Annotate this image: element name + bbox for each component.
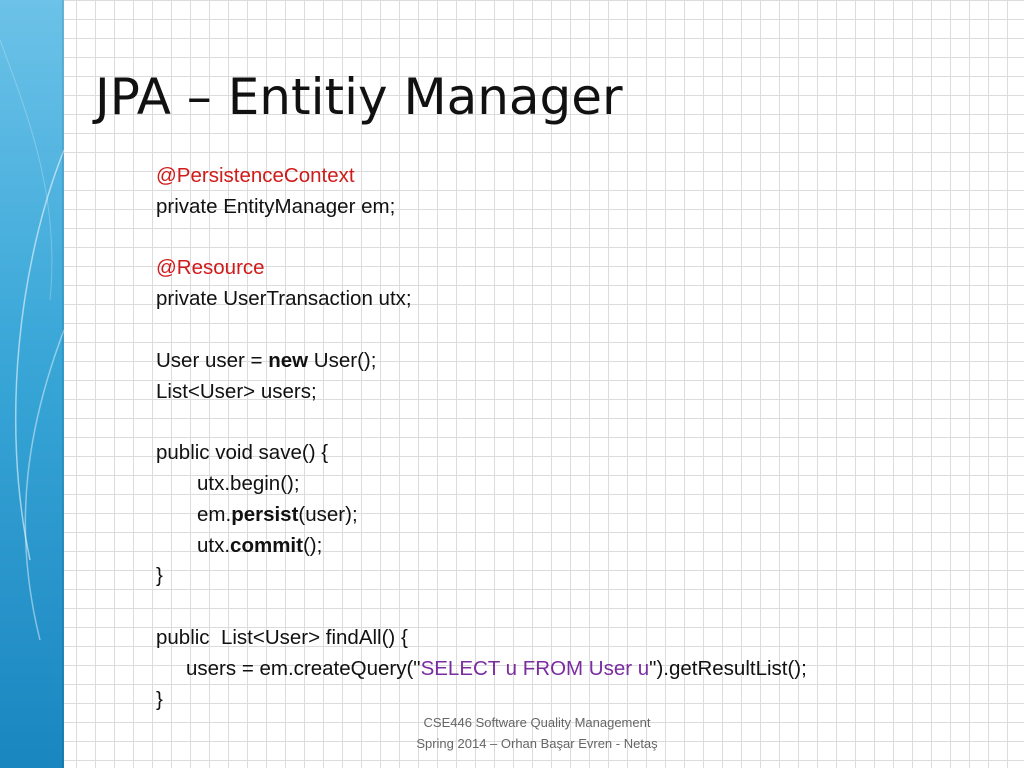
- code-sql-string: SELECT u FROM User u: [420, 656, 650, 680]
- code-text: (user);: [298, 502, 358, 526]
- sidebar-shadow: [62, 0, 64, 768]
- code-line-16: public List<User> findAll() {: [156, 625, 408, 649]
- code-line-17: [156, 654, 996, 685]
- code-text: User();: [308, 348, 377, 372]
- code-line-12: [156, 500, 996, 531]
- code-text: users = em.createQuery(": [186, 656, 421, 680]
- code-line-blank: [156, 315, 996, 346]
- code-line-11: utx.begin();: [197, 471, 300, 495]
- code-text: utx.: [197, 533, 231, 557]
- code-line-14: }: [156, 564, 163, 588]
- code-keyword: new: [268, 348, 309, 372]
- code-keyword: commit: [230, 533, 303, 557]
- footer-author: Spring 2014 – Orhan Başar Evren - Netaş: [416, 736, 658, 751]
- code-keyword: persist: [231, 502, 299, 526]
- left-decorative-bar: [0, 0, 64, 768]
- code-line-blank: [156, 592, 996, 623]
- code-line-4: @Resource: [156, 256, 265, 280]
- code-line-blank: [156, 223, 996, 254]
- code-line-7: [156, 346, 996, 377]
- code-line-blank: [156, 407, 996, 438]
- code-text: ();: [302, 533, 323, 557]
- code-text: ").getResultList();: [649, 656, 807, 680]
- code-line-8: List<User> users;: [156, 379, 317, 403]
- code-line-2: private EntityManager em;: [156, 194, 396, 218]
- code-text: em.: [197, 502, 232, 526]
- code-line-1: @PersistenceContext: [156, 164, 355, 187]
- code-text: User user =: [156, 348, 269, 372]
- code-block: [156, 161, 996, 715]
- footer-course: CSE446 Software Quality Management: [423, 715, 651, 730]
- code-line-18: }: [156, 687, 163, 711]
- sidebar-curves-graphic: [0, 0, 64, 768]
- slide-footer: [386, 712, 688, 754]
- code-line-13: [156, 531, 996, 562]
- code-line-5: private UserTransaction utx;: [156, 287, 412, 311]
- slide-title: JPA – Entitiy Manager: [95, 68, 623, 126]
- code-line-10: public void save() {: [156, 441, 329, 465]
